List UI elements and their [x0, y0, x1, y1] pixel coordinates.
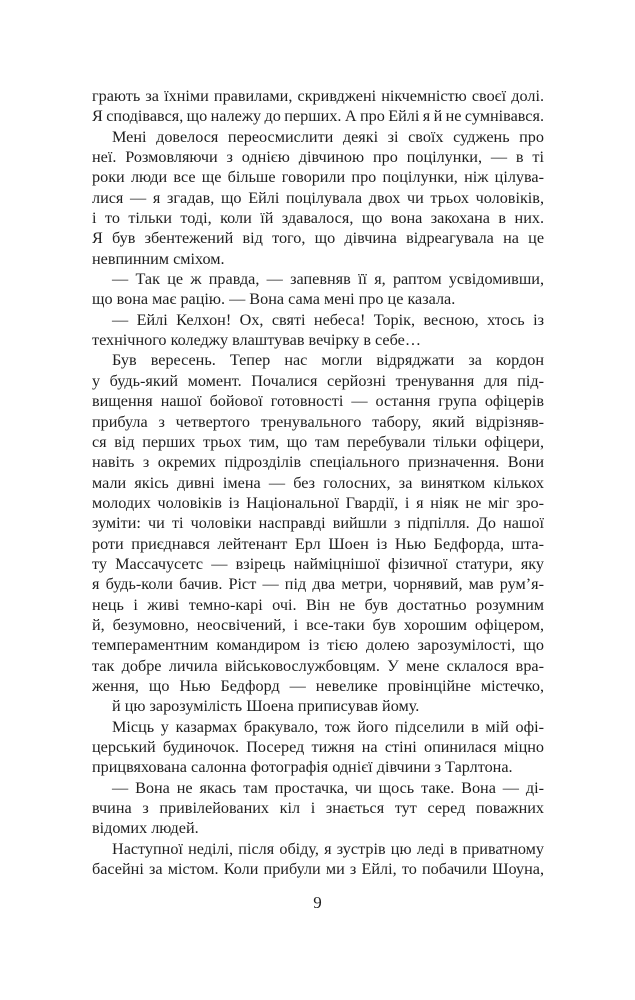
text-line: темпераментним командиром із тією долею зарозумілості, що	[92, 636, 544, 655]
text-line: ся від перших трьох тим, що там перебували тільки офіцери,	[92, 432, 544, 451]
text-line: лися — я згадав, що Ейлі поцілувала двох чи трьох чоловіків,	[92, 188, 544, 207]
text-line: Був вересень. Тепер нас могли відряджати за кордон	[112, 351, 544, 370]
text-line: мали якісь дивні імена — без голосних, за винятком кількох	[92, 473, 544, 492]
text-line: неї. Розмовляючи з однією дівчиною про поцілунки, — в ті	[92, 148, 544, 167]
book-page-body-text	[92, 86, 544, 879]
text-line: молодих чоловіків із Національної Гвардії, і я ніяк не міг зро-	[92, 493, 544, 512]
text-line: зуміти: чи ті чоловіки насправді вийшли з підпілля. До нашої	[92, 514, 544, 533]
text-line: — Вона не якась там простачка, чи щось таке. Вона — ді-	[112, 778, 544, 797]
text-line: Мені довелося переосмислити деякі зі своїх суджень про	[112, 127, 544, 146]
page-number: 9	[313, 893, 322, 912]
text-line: у будь-який момент. Почалися серйозні тренування для під-	[92, 371, 544, 390]
text-line: я будь-коли бачив. Ріст — під два метри, чорнявий, мав рум’я-	[92, 575, 544, 594]
text-line: і то тільки тоді, коли їй здавалося, що вона закохана в них.	[92, 209, 544, 228]
text-line: й цю зарозумілість Шоена приписував йому.	[112, 697, 420, 716]
text-line: вищення нашої бойової готовності — остання група офіцерів	[92, 392, 544, 411]
text-line: прицвяхована салонна фотографія однієї дівчини з Тарлтона.	[92, 758, 513, 777]
text-line: й, безумовно, неосвічений, і все-таки був хорошим офіцером,	[92, 615, 544, 634]
text-line: грають за їхніми правилами, скривджені нікчемністю своєї долі.	[92, 87, 544, 105]
text-line: невпинним сміхом.	[92, 249, 225, 268]
text-line: вчина з привілейованих кіл і знається тут серед поважних	[92, 799, 544, 818]
text-line: нець і живі темно-карі очі. Він не був достатньо розумним	[92, 595, 544, 614]
text-line: прибула з четвертого тренувального табору, який відрізняв-	[92, 412, 544, 431]
text-line: — Так це ж правда, — запевняв її я, раптом усвідомивши,	[112, 270, 544, 289]
text-line: навіть з окремих підрозділів спеціального призначення. Вони	[92, 453, 544, 472]
text-line: технічного коледжу влаштував вечірку в себе…	[92, 331, 422, 350]
text-line: Місць у казармах бракувало, тож його підселили в мій офі-	[112, 717, 544, 736]
text-line: так добре личила військовослужбовцям. У мене склалося вра-	[92, 656, 544, 675]
text-line: відомих людей.	[92, 819, 199, 838]
text-line: Наступної неділі, після обіду, я зустрів цю леді в приватному	[112, 839, 544, 858]
text-line: — Ейлі Келхон! Ох, святі небеса! Торік, весною, хтось із	[112, 310, 544, 329]
text-line: Я був збентежений від того, що дівчина відреагувала на це	[92, 229, 544, 248]
text-line: роки люди все ще більше говорили про поцілунки, ніж цілува-	[92, 168, 544, 187]
text-line: басейні за містом. Коли прибули ми з Ейлі, то побачили Шоуна,	[92, 860, 544, 879]
text-line: ту Массачусетс — взірець найміцнішої фізичної статури, яку	[92, 554, 544, 573]
text-line: що вона має рацію. — Вона сама мені про це казала.	[92, 290, 456, 309]
text-line: Я сподівався, що належу до перших. А про Ейлі я й не сумнівався.	[92, 107, 544, 126]
text-line: церський будиночок. Посеред тижня на стіні опинилася міцно	[92, 738, 544, 756]
text-line: ження, що Нью Бедфорд — невелике провінційне містечко,	[92, 676, 544, 695]
text-line: роти приєднався лейтенант Ерл Шоен із Нью Бедфорда, шта-	[92, 534, 544, 553]
